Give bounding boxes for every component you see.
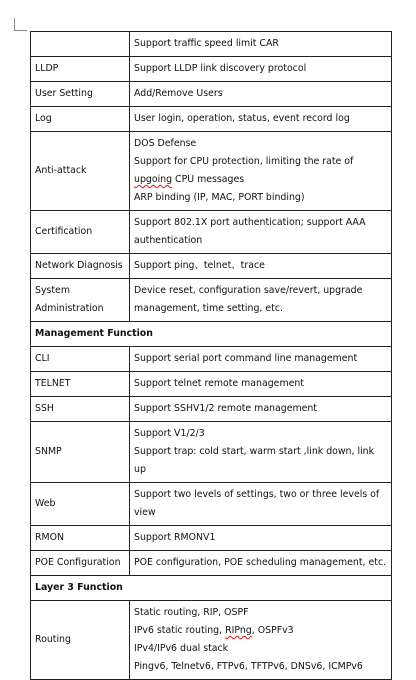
description-line: IPv4/IPv6 dual stack xyxy=(134,643,229,654)
row-label: Certification xyxy=(31,211,130,254)
row-description xyxy=(130,107,392,132)
description-line: Support ping、telnet、trace xyxy=(134,260,265,271)
table-row xyxy=(31,526,392,551)
description-line: Support serial port command line management xyxy=(134,353,358,364)
table-row xyxy=(31,601,392,680)
table-row xyxy=(31,107,392,132)
table-row xyxy=(31,372,392,397)
description-line: Pingv6, Telnetv6, FTPv6, TFTPv6, DNSv6, ICMPv6 xyxy=(134,661,363,672)
row-description xyxy=(130,57,392,82)
row-description xyxy=(130,372,392,397)
description-line: Static routing, RIP, OSPF xyxy=(134,607,249,618)
row-label: Web xyxy=(31,483,130,526)
row-description xyxy=(130,347,392,372)
section-header-row xyxy=(31,322,392,347)
row-label: Network Diagnosis xyxy=(31,254,130,279)
table-row xyxy=(31,397,392,422)
row-label: System Administration xyxy=(31,279,130,322)
description-line: Support trap: cold start, warm start ,link down, link up xyxy=(134,446,375,475)
table-row xyxy=(31,422,392,483)
description-line: Support traffic speed limit CAR xyxy=(134,38,279,49)
description-line: Device reset, configuration save/revert, upgrade management, time setting, etc. xyxy=(134,285,363,314)
row-label xyxy=(31,32,130,57)
row-description xyxy=(130,526,392,551)
spellcheck-underline: upgoing xyxy=(134,174,173,185)
spellcheck-underline: RIPng xyxy=(225,625,252,636)
table-row xyxy=(31,254,392,279)
table-row xyxy=(31,211,392,254)
row-description xyxy=(130,211,392,254)
table-row xyxy=(31,57,392,82)
description-line: Support for CPU protection, limiting the rate of upgoing CPU messages xyxy=(134,156,354,185)
row-label: CLI xyxy=(31,347,130,372)
row-label: POE Configuration xyxy=(31,551,130,576)
page-corner-mark xyxy=(14,18,27,31)
row-label: User Setting xyxy=(31,82,130,107)
row-description xyxy=(130,82,392,107)
table-row xyxy=(31,82,392,107)
description-line: User login, operation, status, event record log xyxy=(134,113,350,124)
row-label: SNMP xyxy=(31,422,130,483)
row-description xyxy=(130,601,392,680)
row-description xyxy=(130,132,392,211)
description-line: Support 802.1X port authentication; support AAA authentication xyxy=(134,217,366,246)
description-line: IPv6 static routing, RIPng, OSPFv3 xyxy=(134,625,294,636)
section-header-row xyxy=(31,576,392,601)
row-description xyxy=(130,254,392,279)
row-description xyxy=(130,422,392,483)
table-row xyxy=(31,132,392,211)
section-title: Layer 3 Function xyxy=(31,576,392,601)
row-label: TELNET xyxy=(31,372,130,397)
table-row xyxy=(31,483,392,526)
row-label: Anti-attack xyxy=(31,132,130,211)
description-line: Support V1/2/3 xyxy=(134,428,205,439)
row-label: RMON xyxy=(31,526,130,551)
row-label: LLDP xyxy=(31,57,130,82)
description-line: Add/Remove Users xyxy=(134,88,223,99)
row-label: Log xyxy=(31,107,130,132)
table-row xyxy=(31,32,392,57)
description-line: Support SSHV1/2 remote management xyxy=(134,403,317,414)
description-line: Support RMONV1 xyxy=(134,532,216,543)
table-row xyxy=(31,551,392,576)
table-row xyxy=(31,347,392,372)
row-description xyxy=(130,551,392,576)
row-label: SSH xyxy=(31,397,130,422)
description-line: POE configuration, POE scheduling management, etc. xyxy=(134,557,387,568)
description-line: ARP binding (IP, MAC, PORT binding) xyxy=(134,192,305,203)
description-line: DOS Defense xyxy=(134,138,197,149)
section-title: Management Function xyxy=(31,322,392,347)
row-description xyxy=(130,483,392,526)
description-line: Support LLDP link discovery protocol xyxy=(134,63,307,74)
spec-table-body xyxy=(31,32,392,680)
description-line: Support two levels of settings, two or three levels of view xyxy=(134,489,380,518)
table-row xyxy=(31,279,392,322)
spec-table xyxy=(30,31,392,680)
description-line: Support telnet remote management xyxy=(134,378,304,389)
row-description xyxy=(130,32,392,57)
row-label: Routing xyxy=(31,601,130,680)
row-description xyxy=(130,279,392,322)
row-description xyxy=(130,397,392,422)
